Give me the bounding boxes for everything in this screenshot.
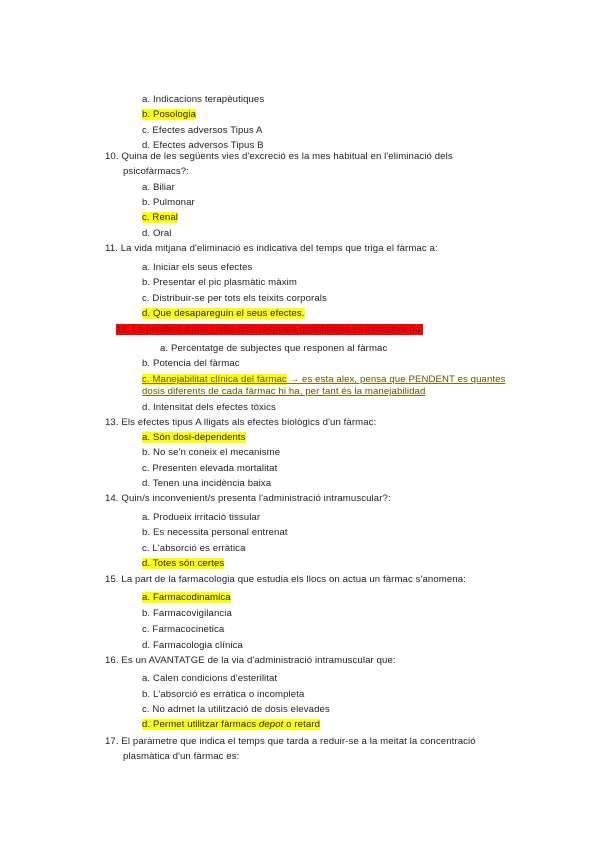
q11-stem: 11. La vida mitjana d'eliminació es indicativa del temps que triga el fàrmac a: [105,243,438,254]
q11-option-d [142,308,305,320]
q13-option-c: c. Presenten elevada mortalitat [142,463,278,474]
q10-option-d: d. Oral [142,228,172,239]
q17-stem-line2: plasmàtica d'un fàrmac es: [123,751,240,762]
q14-stem: 14. Quin/s inconvenient/s presenta l'administració intramuscular?: [105,493,391,504]
q13-stem: 13. Els efectes tipus A lligats als efectes biològics d'un fàrmac: [105,417,377,428]
highlight: a. Són dosi-dependents [142,432,246,443]
q9-option-a: a. Indicacions terapèutiques [142,94,265,105]
q12-stem [116,324,423,336]
q13-option-d: d. Tenen una incidència baixa [142,478,272,489]
q10-option-b: b. Pulmonar [142,197,195,208]
q15-stem: 15. La part de la farmacologia que estudia els llocs on actua un fàrmac s'anomena: [105,574,466,585]
highlight: d. Totes són certes [142,558,225,569]
note-text: → es esta alex, pensa que PENDENT es quantes [286,374,506,385]
q11-option-b: b. Presentar el pic plasmàtic màxim [142,277,297,288]
q10-stem-line2: psicofàrmacs?: [123,166,189,177]
q12-option-b: b. Potencia del fàrmac [142,358,240,369]
q15-option-a [142,592,231,604]
q10-option-c [142,212,178,224]
q14-option-b: b. Es necessita personal entrenat [142,527,288,538]
q10-option-a: a. Biliar [142,182,175,193]
q12-option-c [142,374,506,386]
q9-option-b [142,109,196,121]
q9-option-d: d. Efectes adversos Tipus B [142,140,264,151]
q14-option-d [142,558,224,570]
q17-stem-line1: 17. El paràmetre que indica el temps que tarda a reduir-se a la meitat la concentració [105,736,476,747]
q16-option-a: a. Calen condicions d'esterilitat [142,673,278,684]
q15-option-d: d. Farmacologia clínica [142,640,243,651]
q15-option-b: b. Farmacovigilancia [142,608,232,619]
q13-option-b: b. No se'n coneix el mecanisme [142,447,281,458]
highlight: c. Manejabilitat clínica del fàrmac [142,374,287,385]
highlight: c. Renal [142,212,178,223]
q9-option-c: c. Efectes adversos Tipus A [142,125,263,136]
q14-option-c: c. L'absorció es erràtica [142,543,246,554]
q13-option-a [142,432,246,444]
q16-option-d [142,719,320,731]
q12-option-a: a. Percentatge de subjectes que responen al fàrmac [160,343,388,354]
q10-stem-line1: 10. Quina de les següents vies d'excreció es la mes habitual en l'eliminació dels [105,151,453,162]
q11-option-c: c. Distribuir-se per tots els teixits corporals [142,293,327,304]
q12-option-d: d. Intensitat dels efectes tòxics [142,402,276,413]
q12-option-c-note: dosis diferents de cada fàrmac hi ha, per tant és la manejabilidad [142,386,426,397]
q16-option-b: b. L'absorció es erràtica o incompleta [142,689,305,700]
option-text: d. Permet utilitzar fàrmacs [142,719,259,730]
red-highlight: 12. La pendent d'una corba dosi-resposta quantitativa es indicativa de: [116,324,424,335]
highlight: d. Que desapareguin el seus efectes. [142,308,305,319]
highlight [142,719,320,730]
option-text-italic: depot [258,719,284,730]
highlight: b. Posologia [142,109,197,120]
q15-option-c: c. Farmacocinetica [142,624,225,635]
q16-stem: 16. Es un AVANTATGE de la via d'administració intramuscular que: [105,655,396,666]
q11-option-a: a. Iniciar els seus efectes [142,262,253,273]
option-text: o retard [283,719,321,730]
q14-option-a: a. Produeix irritació tissular [142,512,261,523]
highlight: a. Farmacodinamica [142,592,231,603]
q16-option-c: c. No admet la utilització de dosis elevades [142,704,330,715]
